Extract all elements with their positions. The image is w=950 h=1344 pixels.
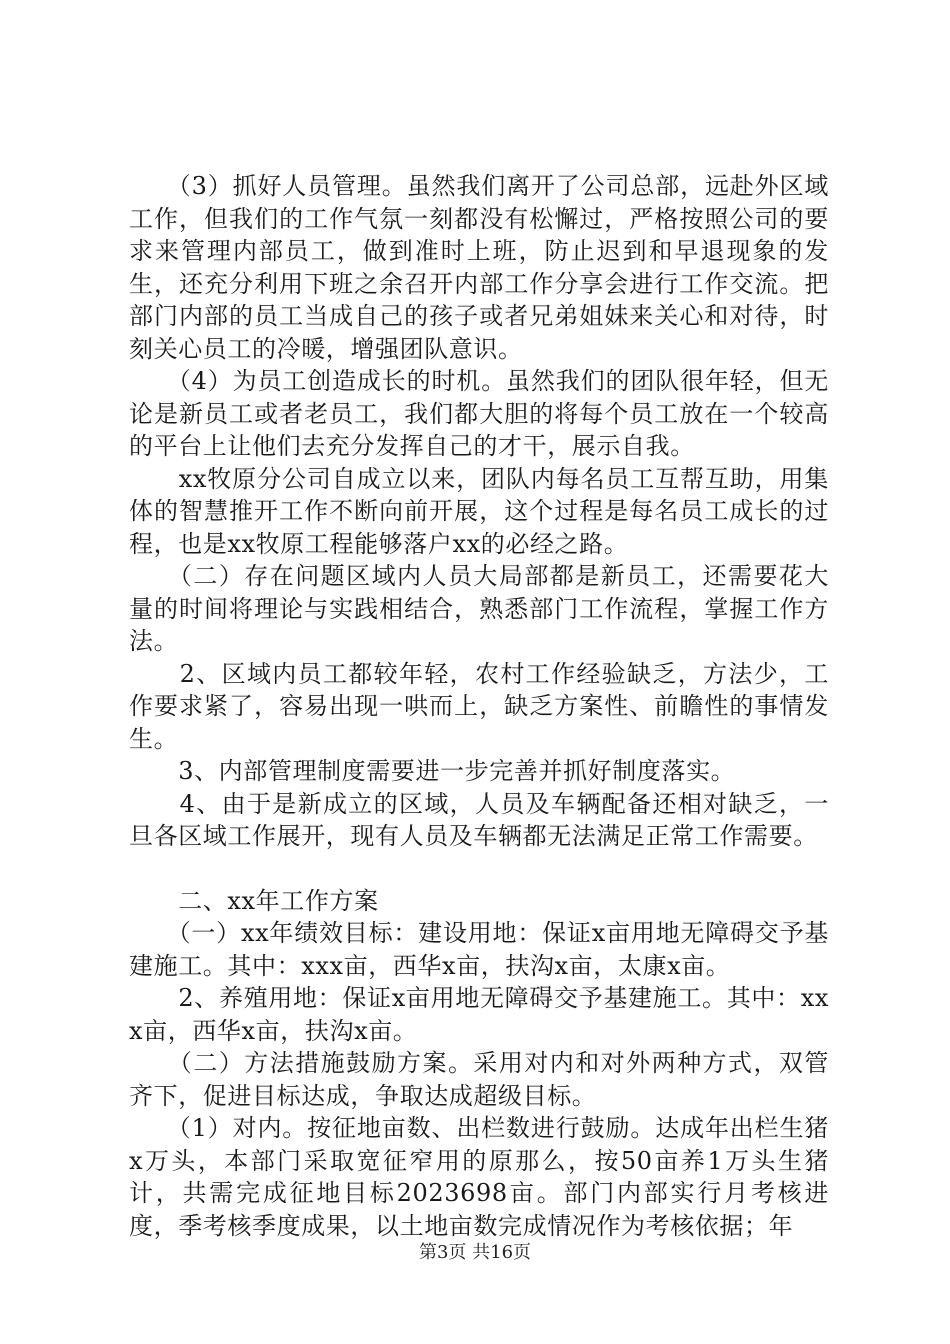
paragraph-problems-4: 4、由于是新成立的区域，人员及车辆配备还相对缺乏，一旦各区域工作展开，现有人员及车辆都无法满足正常工作需要。 [129, 789, 829, 850]
paragraph-incentive-plan: （二）方法措施鼓励方案。采用对内和对外两种方式，双管齐下，促进目标达成，争取达成超级目标。 [129, 1049, 829, 1110]
paragraph-problems-1: （二）存在问题区域内人员大局部都是新员工，还需要花大量的时间将理论与实践相结合，熟悉部门工作流程，掌握工作方法。 [129, 562, 829, 655]
paragraph-branch-summary: xx牧原分公司自成立以来，团队内每名员工互帮互助，用集体的智慧推开工作不断向前开展，这个过程是每名员工成长的过程，也是xx牧原工程能够落户xx的必经之路。 [129, 464, 829, 558]
paragraph-staff-management: （3）抓好人员管理。虽然我们离开了公司总部，远赴外区域工作，但我们的工作气氛一刻都没有松懈过，严格按照公司的要求来管理内部员工，做到准时上班，防止迟到和早退现象的发生，还充分利用下班之余召开内部工作分享会进行工作交流。把部门内部的员工当成自己的孩子或者兄弟姐妹来关心和对待，时刻关心员工的冷暖，增强团队意识。 [129, 172, 829, 363]
page-number-footer: 第3页 共16页 [418, 1242, 532, 1263]
paragraph-internal-measures: （1）对内。按征地亩数、出栏数进行鼓励。达成年出栏生猪x万头，本部门采取宽征窄用的原那么，按50亩养1万头生猪计，共需完成征地目标2023698亩。部门内部实行月考核进度，季考核季度成果，以土地亩数完成情况作为考核依据；年 [129, 1114, 829, 1240]
paragraph-problems-3: 3、内部管理制度需要进一步完善并抓好制度落实。 [129, 757, 736, 785]
section-heading-work-plan: 二、xx年工作方案 [129, 886, 379, 915]
paragraph-breeding-land: 2、养殖用地：保证x亩用地无障碍交予基建施工。其中：xxx亩，西华x亩，扶沟x亩。 [129, 984, 829, 1045]
document-body [129, 170, 829, 1242]
paragraph-performance-target: （一）xx年绩效目标：建设用地：保证x亩用地无障碍交予基建施工。其中：xxx亩，西华x亩，扶沟x亩，太康x亩。 [129, 919, 829, 980]
paragraph-growth-opportunity: （4）为员工创造成长的时机。虽然我们的团队很年轻，但无论是新员工或者老员工，我们都大胆的将每个员工放在一个较高的平台上让他们去充分发挥自己的才干，展示自我。 [129, 367, 829, 460]
paragraph-problems-2: 2、区域内员工都较年轻，农村工作经验缺乏，方法少，工作要求紧了，容易出现一哄而上，缺乏方案性、前瞻性的事情发生。 [129, 659, 829, 753]
